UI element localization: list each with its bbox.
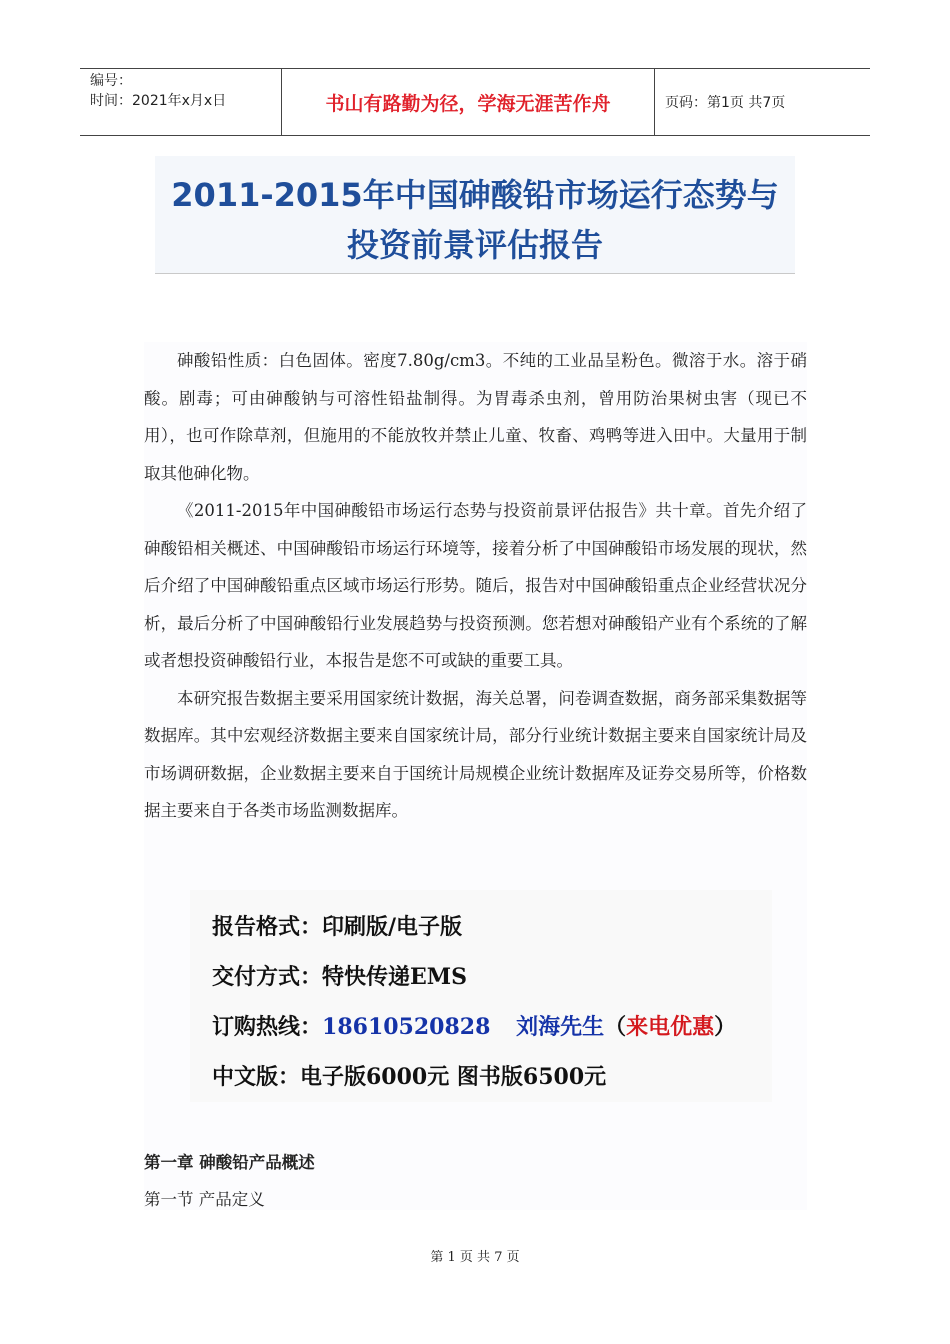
order-info-box [190,890,772,1102]
paragraph-sources: 本研究报告数据主要采用国家统计数据，海关总署，问卷调查数据，商务部采集数据等数据库。其中宏观经济数据主要来自国家统计局，部分行业统计数据主要来自国家统计局及市场调研数据，企业数据主要来自于国统计局规模企业统计数据库及证券交易所等，价格数据主要来自于各类市场监测数据库。 [144,688,807,820]
hotline-phone: 18610520828 [322,1014,491,1040]
number-label: 编号： [90,73,132,89]
header-table [80,68,870,136]
hotline-contact: 刘海先生 [516,1014,605,1040]
title-line-2: 投资前景评估报告 [346,226,603,264]
title-box [155,156,795,274]
paren-close: ） [714,1014,737,1040]
hotline-label: 订购热线： [212,1014,323,1040]
header-page-info: 页码：第1页 共7页 [665,95,786,111]
delivery-method: 交付方式：特快传递EMS [212,964,468,990]
header-motto: 书山有路勤为径，学海无涯苦作舟 [282,69,655,135]
time-label: 时间：2021年x月x日 [90,93,227,109]
paragraph-overview: 《2011-2015年中国砷酸铅市场运行态势与投资前景评估报告》共十章。首先介绍了砷酸铅相关概述、中国砷酸铅市场运行环境等，接着分析了中国砷酸铅市场发展的现状，然后介绍了中国砷酸铅重点区域市场运行形势。随后，报告对中国砷酸铅重点企业经营状况分析，最后分析了中国砷酸铅行业发展趋势与投资预测。您若想对砷酸铅产业有个系统的了解或者想投资砷酸铅行业，本报告是您不可或缺的重要工具。 [144,501,807,670]
section-heading: 第一节 产品定义 [144,1190,265,1209]
order-hotline [212,1002,772,1052]
paren-open: （ [604,1014,627,1040]
header-meta [80,69,282,135]
chapter-heading: 第一章 砷酸铅产品概述 [144,1153,315,1172]
price-info: 中文版：电子版6000元 图书版6500元 [212,1064,607,1090]
title-line-1: 2011-2015年中国砷酸铅市场运行态势与 [171,176,779,214]
page-title [155,156,795,270]
report-format: 报告格式：印刷版/电子版 [212,914,463,940]
page-footer: 第 1 页 共 7 页 [430,1250,520,1265]
hotline-promo: 来电优惠 [626,1014,715,1040]
paragraph-properties: 砷酸铅性质：白色固体。密度7.80g/cm3。不纯的工业品呈粉色。微溶于水。溶于硝酸。剧毒；可由砷酸钠与可溶性铅盐制得。为胃毒杀虫剂，曾用防治果树虫害（现已不用），也可作除草剂，但施用的不能放牧并禁止儿童、牧畜、鸡鸭等进入田中。大量用于制取其他砷化物。 [144,351,807,483]
